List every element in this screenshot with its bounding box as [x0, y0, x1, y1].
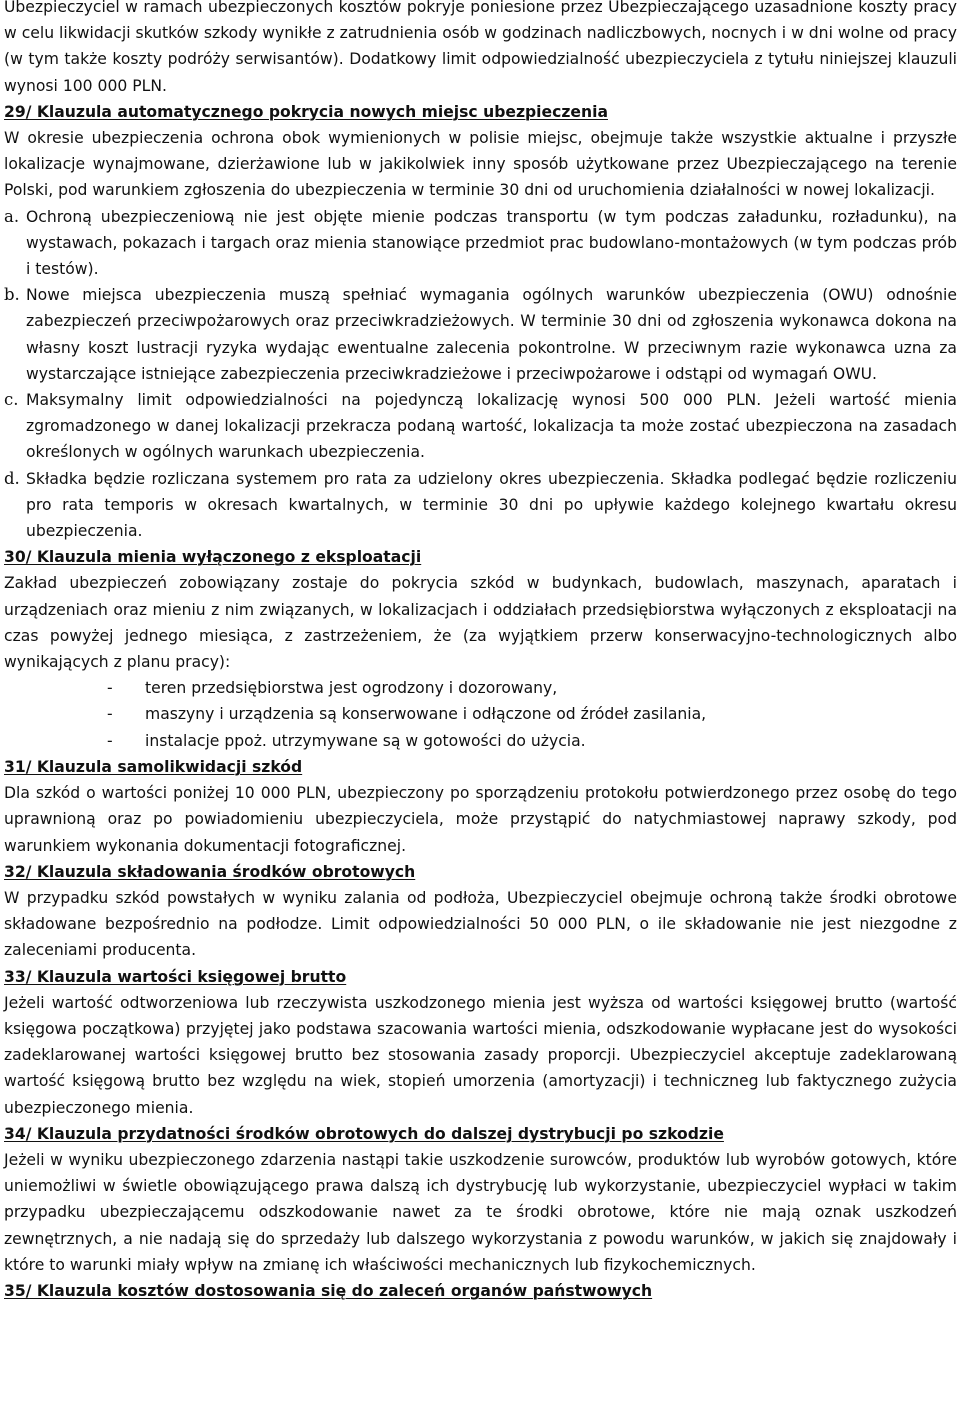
- clause-29-heading: 29/ Klauzula automatycznego pokrycia nowych miejsc ubezpieczenia: [4, 102, 608, 121]
- clause-34-heading: 34/ Klauzula przydatności środków obrotowych do dalszej dystrybucji po szkodzie: [4, 1124, 724, 1143]
- clause-29-item-b: [4, 282, 957, 387]
- clause-32: [4, 859, 957, 964]
- clause-30-body: Zakład ubezpieczeń zobowiązany zostaje do pokrycia szkód w budynkach, budowlach, maszynach, aparatach i urządzeniach oraz mieniu z nim związanych, w lokalizacjach i oddziałach przedsiębiorstwa wyłączonych z eksploatacji na czas powyżej jednego miesiąca, z zastrzeżeniem, że (za wyjątkiem przerw konserwacyjno-technologicznych albo wynikających z planu pracy):: [4, 574, 957, 672]
- clause-34: [4, 1121, 957, 1278]
- clause-35: [4, 1278, 957, 1304]
- clause-29-item-d: [4, 466, 957, 545]
- item-marker: d.: [4, 468, 20, 488]
- item-marker: a.: [4, 206, 20, 226]
- clause-30-heading: 30/ Klauzula mienia wyłączonego z eksploatacji: [4, 548, 422, 567]
- clause-29: [4, 99, 957, 544]
- list-item-text: maszyny i urządzenia są konserwowane i odłączone od źródeł zasilania,: [145, 705, 707, 724]
- list-item-text: teren przedsiębiorstwa jest ogrodzony i dozorowany,: [145, 679, 558, 698]
- clause-30-bullet-list: [4, 675, 957, 754]
- list-item: [107, 728, 957, 754]
- item-text: Maksymalny limit odpowiedzialności na pojedynczą lokalizację wynosi 500 000 PLN. Jeżeli wartość mienia zgromadzonego w danej lokalizacji przekracza podaną wartość, lokalizacja ta może zostać ubezpieczona na zasadach określonych w ogólnych warunkach ubezpieczenia.: [26, 391, 957, 462]
- clause-33-body: Jeżeli wartość odtworzeniowa lub rzeczywista uszkodzonego mienia jest wyższa od wartości księgowej brutto (wartość księgowa początkowa) przyjętej jako podstawa szacowania wartości mienia, odszkodowanie wypłacane jest do wysokości zadeklarowanej wartości księgowej brutto bez stosowania zasady proporcji. Ubezpieczyciel akceptuje zadeklarowaną wartość księgową brutto bez względu na wiek, stopień umorzenia (amortyzacji) i techniczneg lub faktycznego zużycia ubezpieczonego mienia.: [4, 993, 957, 1117]
- clause-32-heading: 32/ Klauzula składowania środków obrotowych: [4, 862, 416, 881]
- dash-marker: -: [107, 731, 113, 750]
- item-text: Nowe miejsca ubezpieczenia muszą spełniać wymagania ogólnych warunków ubezpieczenia (OWU) odnośnie zabezpieczeń przeciwpożarowych oraz przeciwkradzieżowych. W terminie 30 dni od zgłoszenia wykonawca dokona na własny koszt lustracji ryzyka wydając ewentualne zalecenia pokontrolne. W przeciwnym razie wykonawca uzna za wystarczające istniejące zabezpieczenia przeciwkradzieżowe i przeciwpożarowe i odstąpi od wymagań OWU.: [26, 286, 957, 383]
- document-page: [4, 0, 957, 1304]
- clause-35-heading: 35/ Klauzula kosztów dostosowania się do zaleceń organów państwowych: [4, 1281, 653, 1300]
- intro-paragraph: Ubezpieczyciel w ramach ubezpieczonych kosztów pokryje poniesione przez Ubezpieczającego uzasadnione koszty pracy w celu likwidacji skutków szkody wynikłe z zatrudnienia osób w godzinach nadliczbowych, nocnych i w dni wolne od pracy (w tym także koszty podróży serwisantów). Dodatkowy limit odpowiedzialność ubezpieczyciela z tytułu niniejszej klauzuli wynosi 100 000 PLN.: [4, 0, 957, 95]
- item-text: Składka będzie rozliczana systemem pro rata za udzielony okres ubezpieczenia. Składka podlegać będzie rozliczeniu pro rata temporis w okresach kwartalnych, w terminie 30 dni po upływie każdego kolejnego kwartału okresu ubezpieczenia.: [26, 469, 957, 541]
- clause-32-body: W przypadku szkód powstałych w wyniku zalania od podłoża, Ubezpieczyciel obejmuje ochroną także środki obrotowe składowane bezpośrednio na podłodze. Limit odpowiedzialności 50 000 PLN, o ile składowanie nie jest niezgodne z zaleceniami producenta.: [4, 888, 957, 960]
- clause-31: [4, 754, 957, 859]
- clause-31-heading: 31/ Klauzula samolikwidacji szkód: [4, 757, 303, 776]
- dash-marker: -: [107, 705, 113, 724]
- clause-30: [4, 544, 957, 754]
- list-item: [107, 701, 957, 727]
- list-item-text: instalacje ppoż. utrzymywane są w gotowości do użycia.: [145, 731, 586, 750]
- clause-29-item-a: [4, 204, 957, 283]
- item-text: Ochroną ubezpieczeniową nie jest objęte mienie podczas transportu (w tym podczas załadunku, rozładunku), na wystawach, pokazach i targach oraz mienia stanowiące przedmiot prac budowlano-montażowych (w tym podczas prób i testów).: [26, 207, 957, 279]
- clause-34-body: Jeżeli w wyniku ubezpieczonego zdarzenia nastąpi takie uszkodzenie surowców, produktów lub wyrobów gotowych, które uniemożliwi w świetle obowiązującego prawa dalszą ich dystrybucję lub wykorzystanie, ubezpieczyciel wypłaci w takim przypadku ubezpieczającemu odszkodowanie nawet za te środki obrotowe, które nie mają oznak uszkodzeń zewnętrznych, a nie nadają się do sprzedaży lub dalszego wykorzystania z powodu warunków, w jakich się znajdowały i które to warunki miały wpływ na zmianę ich właściwości mechanicznych lub fizykochemicznych.: [4, 1150, 957, 1274]
- list-item: [107, 675, 957, 701]
- clause-29-body: W okresie ubezpieczenia ochrona obok wymienionych w polisie miejsc, obejmuje także wszystkie aktualne i przyszłe lokalizacje wynajmowane, dzierżawione lub w jakikolwiek inny sposób użytkowane przez Ubezpieczającego na terenie Polski, pod warunkiem zgłoszenia do ubezpieczenia w terminie 30 dni od uruchomienia działalności w nowej lokalizacji.: [4, 129, 957, 200]
- item-marker: b.: [4, 285, 20, 305]
- clause-33: [4, 964, 957, 1121]
- clause-29-item-c: [4, 387, 957, 466]
- dash-marker: -: [107, 679, 113, 698]
- clause-33-heading: 33/ Klauzula wartości księgowej brutto: [4, 967, 347, 986]
- item-marker: c.: [4, 390, 19, 410]
- clause-31-body: Dla szkód o wartości poniżej 10 000 PLN, ubezpieczony po sporządzeniu protokołu potwierdzonego przez osobę do tego uprawnioną oraz po powiadomieniu ubezpieczyciela, może przystąpić do natychmiastowej naprawy szkody, pod warunkiem wykonania dokumentacji fotograficznej.: [4, 784, 957, 855]
